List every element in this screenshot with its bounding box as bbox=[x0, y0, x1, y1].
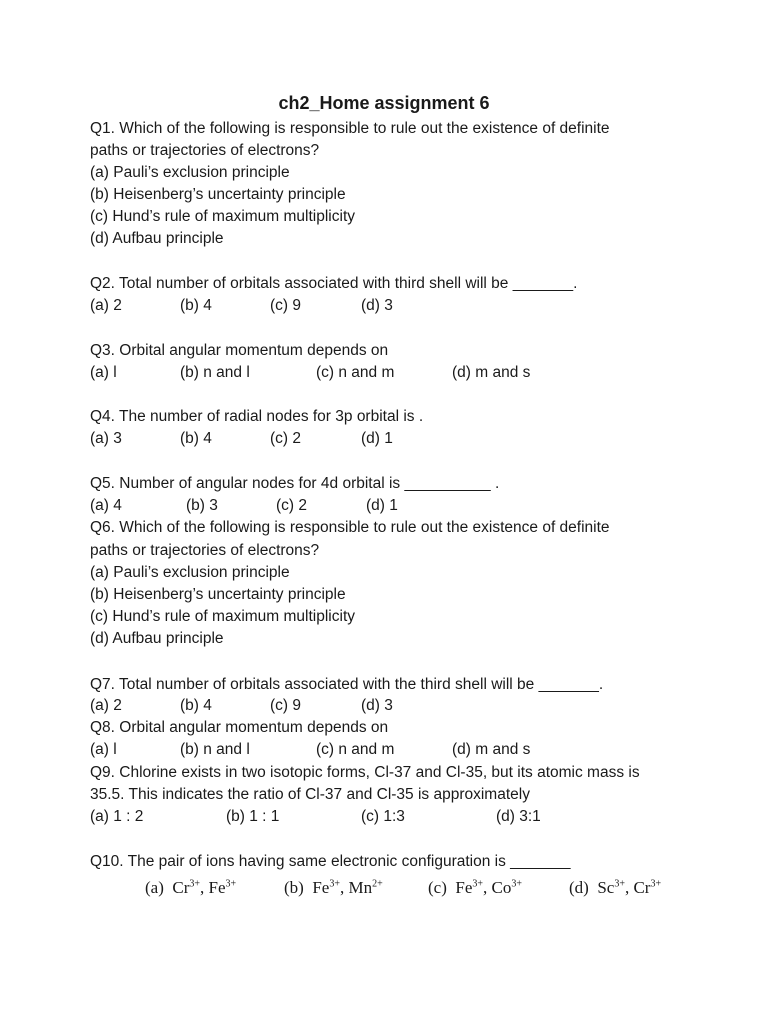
option-c: (c) 9 bbox=[270, 297, 301, 314]
option-b: (b) 4 bbox=[180, 430, 212, 447]
ion: Mn bbox=[348, 878, 373, 897]
option-d: (d) m and s bbox=[452, 741, 531, 758]
ion-charge: 3+ bbox=[189, 878, 201, 890]
question-text: Q8. Orbital angular momentum depends on bbox=[90, 719, 389, 736]
question-text: paths or trajectories of electrons? bbox=[90, 542, 320, 559]
option-b: (b) Heisenberg’s uncertainty principle bbox=[90, 586, 346, 603]
option-c: (c) Hund’s rule of maximum multiplicity bbox=[90, 608, 355, 625]
ion: Co bbox=[491, 878, 512, 897]
option-label: (c) bbox=[428, 878, 447, 897]
option-b: (b) Heisenberg’s uncertainty principle bbox=[90, 186, 346, 203]
option-c: (c) 2 bbox=[270, 430, 301, 447]
option-label: (a) bbox=[145, 878, 164, 897]
question-text: paths or trajectories of electrons? bbox=[90, 142, 320, 159]
option-b: (b) 4 bbox=[180, 297, 212, 314]
question-text: Q3. Orbital angular momentum depends on bbox=[90, 342, 389, 359]
option-a: (a) 2 bbox=[90, 297, 122, 314]
option-b: (b) $Fe^{3+}$, $Mn^{2+}$ bbox=[284, 878, 383, 897]
option-label: (d) bbox=[569, 878, 589, 897]
question-text: Q5. Number of angular nodes for 4d orbital is __________ . bbox=[90, 475, 500, 492]
option-b: (b) 4 bbox=[180, 697, 212, 714]
question-text: Q6. Which of the following is responsible to rule out the existence of definite bbox=[90, 519, 610, 536]
question-text: 35.5. This indicates the ratio of Cl-37 and Cl-35 is approximately bbox=[90, 786, 530, 803]
option-c: (c) $Fe^{3+}$, $Co^{3+}$ bbox=[428, 878, 522, 897]
option-a: (a) 1 : 2 bbox=[90, 808, 144, 825]
option-d: (d) 3:1 bbox=[496, 808, 541, 825]
option-c: (c) 1:3 bbox=[361, 808, 405, 825]
ion-charge: 3+ bbox=[511, 878, 522, 890]
option-a: (a) 4 bbox=[90, 497, 122, 514]
ion-charge: 3+ bbox=[472, 878, 484, 890]
option-b: (b) n and l bbox=[180, 741, 250, 758]
option-c: (c) n and m bbox=[316, 741, 395, 758]
option-d: (d) 1 bbox=[361, 430, 393, 447]
option-label: (b) bbox=[284, 878, 304, 897]
ion: Cr bbox=[172, 878, 190, 897]
option-c: (c) 2 bbox=[276, 497, 307, 514]
option-d: (d) 1 bbox=[366, 497, 398, 514]
page-title: ch2_Home assignment 6 bbox=[278, 93, 490, 113]
question-text: Q7. Total number of orbitals associated with the third shell will be _______. bbox=[90, 676, 604, 693]
option-d: (d) Aufbau principle bbox=[90, 230, 224, 247]
option-a: (a) 2 bbox=[90, 697, 122, 714]
option-c: (c) 9 bbox=[270, 697, 301, 714]
ion: Cr bbox=[633, 878, 651, 897]
ion-charge: 3+ bbox=[329, 878, 340, 890]
option-d: (d) m and s bbox=[452, 364, 531, 381]
ion: Fe bbox=[455, 878, 473, 897]
ion: Fe bbox=[312, 878, 330, 897]
option-a: (a) l bbox=[90, 364, 117, 381]
question-text: Q2. Total number of orbitals associated with third shell will be _______. bbox=[90, 275, 578, 292]
question-text: Q1. Which of the following is responsible to rule out the existence of definite bbox=[90, 120, 610, 137]
option-a: (a) Pauli’s exclusion principle bbox=[90, 564, 290, 581]
option-a: (a) 3 bbox=[90, 430, 122, 447]
ion: Fe bbox=[208, 878, 226, 897]
option-d: (d) 3 bbox=[361, 297, 393, 314]
ion-charge: 2+ bbox=[372, 878, 383, 890]
question-text: Q9. Chlorine exists in two isotopic forms, Cl-37 and Cl-35, but its atomic mass is bbox=[90, 764, 640, 781]
ion-charge: 3+ bbox=[614, 878, 625, 890]
option-b: (b) 1 : 1 bbox=[226, 808, 280, 825]
option-d: (d) 3 bbox=[361, 697, 393, 714]
question-text: Q10. The pair of ions having same electronic configuration is _______ bbox=[90, 853, 571, 870]
option-d: (d) Aufbau principle bbox=[90, 630, 224, 647]
question-text: Q4. The number of radial nodes for 3p orbital is . bbox=[90, 408, 424, 425]
ion-charge: 3+ bbox=[225, 878, 237, 890]
option-d: (d) $Sc^{3+}$, $Cr^{3+}$ bbox=[569, 878, 662, 897]
option-a: (a) Pauli’s exclusion principle bbox=[90, 164, 290, 181]
ion: Sc bbox=[597, 878, 615, 897]
ion-charge: 3+ bbox=[650, 878, 662, 890]
option-b: (b) 3 bbox=[186, 497, 218, 514]
option-a: (a) $Cr^{3+}$, $Fe^{3+}$ bbox=[145, 878, 237, 897]
option-c: (c) n and m bbox=[316, 364, 395, 381]
option-a: (a) l bbox=[90, 741, 117, 758]
option-c: (c) Hund’s rule of maximum multiplicity bbox=[90, 208, 355, 225]
option-b: (b) n and l bbox=[180, 364, 250, 381]
